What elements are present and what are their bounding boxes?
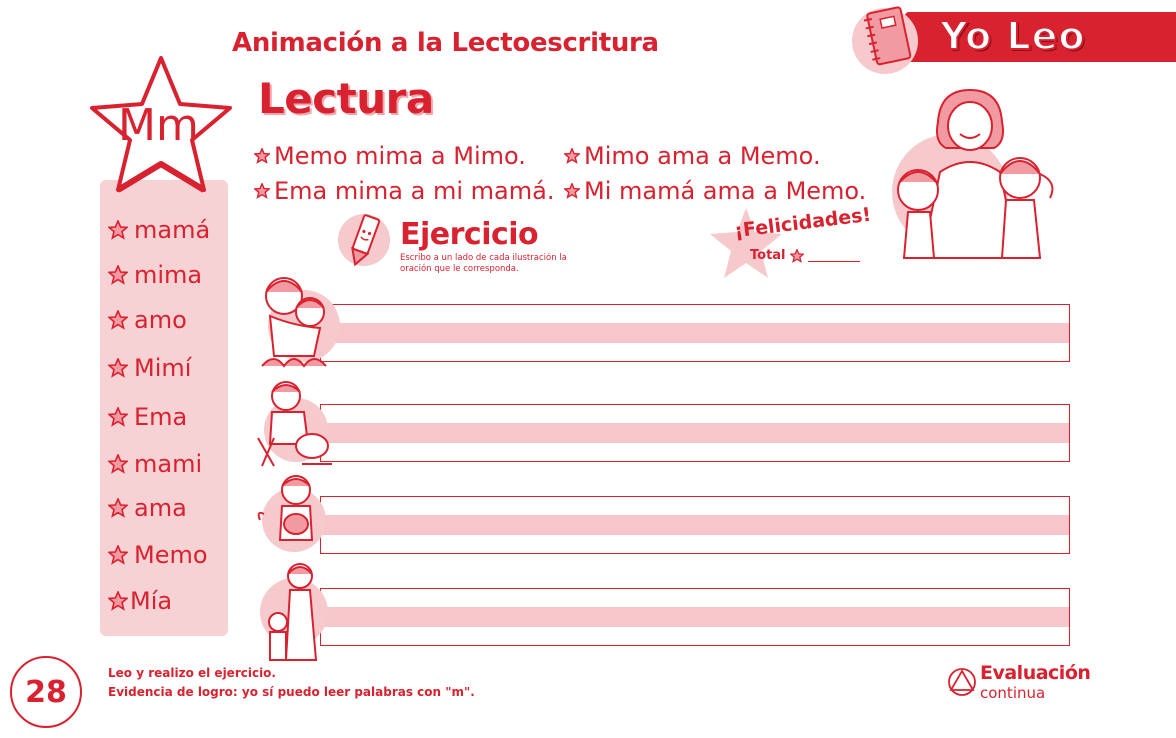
family-illustration	[890, 82, 1070, 272]
exercise-title: Ejercicio	[400, 217, 539, 252]
footer-evidence: Evidencia de logro: yo sí puedo leer palabras con "m".	[108, 685, 475, 699]
star-bullet-icon	[108, 407, 128, 427]
section-title: Lectura	[258, 74, 434, 123]
star-bullet-icon	[108, 545, 128, 565]
sentence-item	[564, 177, 866, 205]
writing-line-3[interactable]	[320, 496, 1070, 554]
word-label: Mía	[130, 587, 173, 615]
sentence-text: Memo mima a Mimo.	[274, 142, 526, 170]
list-item	[108, 306, 187, 334]
star-bullet-icon	[790, 249, 804, 263]
star-bullet-icon	[108, 454, 128, 474]
letter-badge: Mm	[118, 100, 199, 151]
evaluation-label: Evaluación	[980, 662, 1091, 684]
sentence-text: Mi mamá ama a Memo.	[584, 177, 867, 205]
word-label: Ema	[134, 403, 188, 431]
sentence-item	[254, 177, 554, 205]
notebook-icon	[862, 4, 914, 70]
list-item	[108, 403, 187, 431]
star-bullet-icon	[564, 183, 580, 199]
pencil-icon	[336, 210, 392, 270]
instruction-line: oración que le corresponda.	[400, 264, 519, 274]
star-bullet-icon	[108, 265, 128, 285]
evaluation-triangle-icon	[946, 666, 978, 696]
word-label: amo	[134, 306, 187, 334]
list-item	[108, 450, 202, 478]
evaluation-sublabel: continua	[980, 684, 1046, 702]
star-bullet-icon	[108, 498, 128, 518]
hug-illustration	[254, 266, 346, 378]
exercise-instruction	[400, 253, 600, 275]
sentence-item	[564, 142, 821, 170]
star-bullet-icon	[108, 220, 128, 240]
word-label: Mimí	[134, 354, 192, 382]
total-label: Total	[750, 248, 786, 263]
list-item	[108, 587, 172, 615]
star-bullet-icon	[108, 591, 128, 611]
list-item	[108, 354, 191, 382]
boy-cat-illustration	[252, 378, 336, 470]
writing-line-2[interactable]	[320, 404, 1070, 462]
star-bullet-icon	[564, 148, 580, 164]
footer-instruction: Leo y realizo el ejercicio.	[108, 666, 276, 680]
star-bullet-icon	[108, 310, 128, 330]
total-blank[interactable]	[808, 249, 860, 262]
total-field[interactable]	[750, 248, 860, 263]
congrats-label: ¡Felicidades!	[733, 203, 873, 243]
sentence-text: Ema mima a mi mamá.	[274, 177, 555, 205]
star-bullet-icon	[108, 358, 128, 378]
writing-line-1[interactable]	[320, 304, 1070, 362]
boy-pet-illustration	[254, 470, 334, 558]
sentence-item	[254, 142, 526, 170]
word-label: mami	[134, 450, 203, 478]
instruction-line: Escribo a un lado de cada ilustración la	[400, 253, 567, 263]
page-number: 28	[10, 656, 82, 728]
word-label: mamá	[134, 216, 211, 244]
list-item	[108, 494, 187, 522]
list-item	[108, 541, 208, 569]
word-label: ama	[134, 494, 187, 522]
word-label: mima	[134, 261, 203, 289]
brand-title: Yo Leo	[940, 14, 1086, 58]
writing-line-4[interactable]	[320, 588, 1070, 646]
star-bullet-icon	[254, 183, 270, 199]
star-bullet-icon	[254, 148, 270, 164]
sentence-text: Mimo ama a Memo.	[584, 142, 821, 170]
list-item	[108, 261, 202, 289]
mother-child-illustration	[252, 560, 336, 664]
series-title: Animación a la Lectoescritura	[232, 28, 659, 58]
word-label: Memo	[134, 541, 208, 569]
list-item	[108, 216, 210, 244]
